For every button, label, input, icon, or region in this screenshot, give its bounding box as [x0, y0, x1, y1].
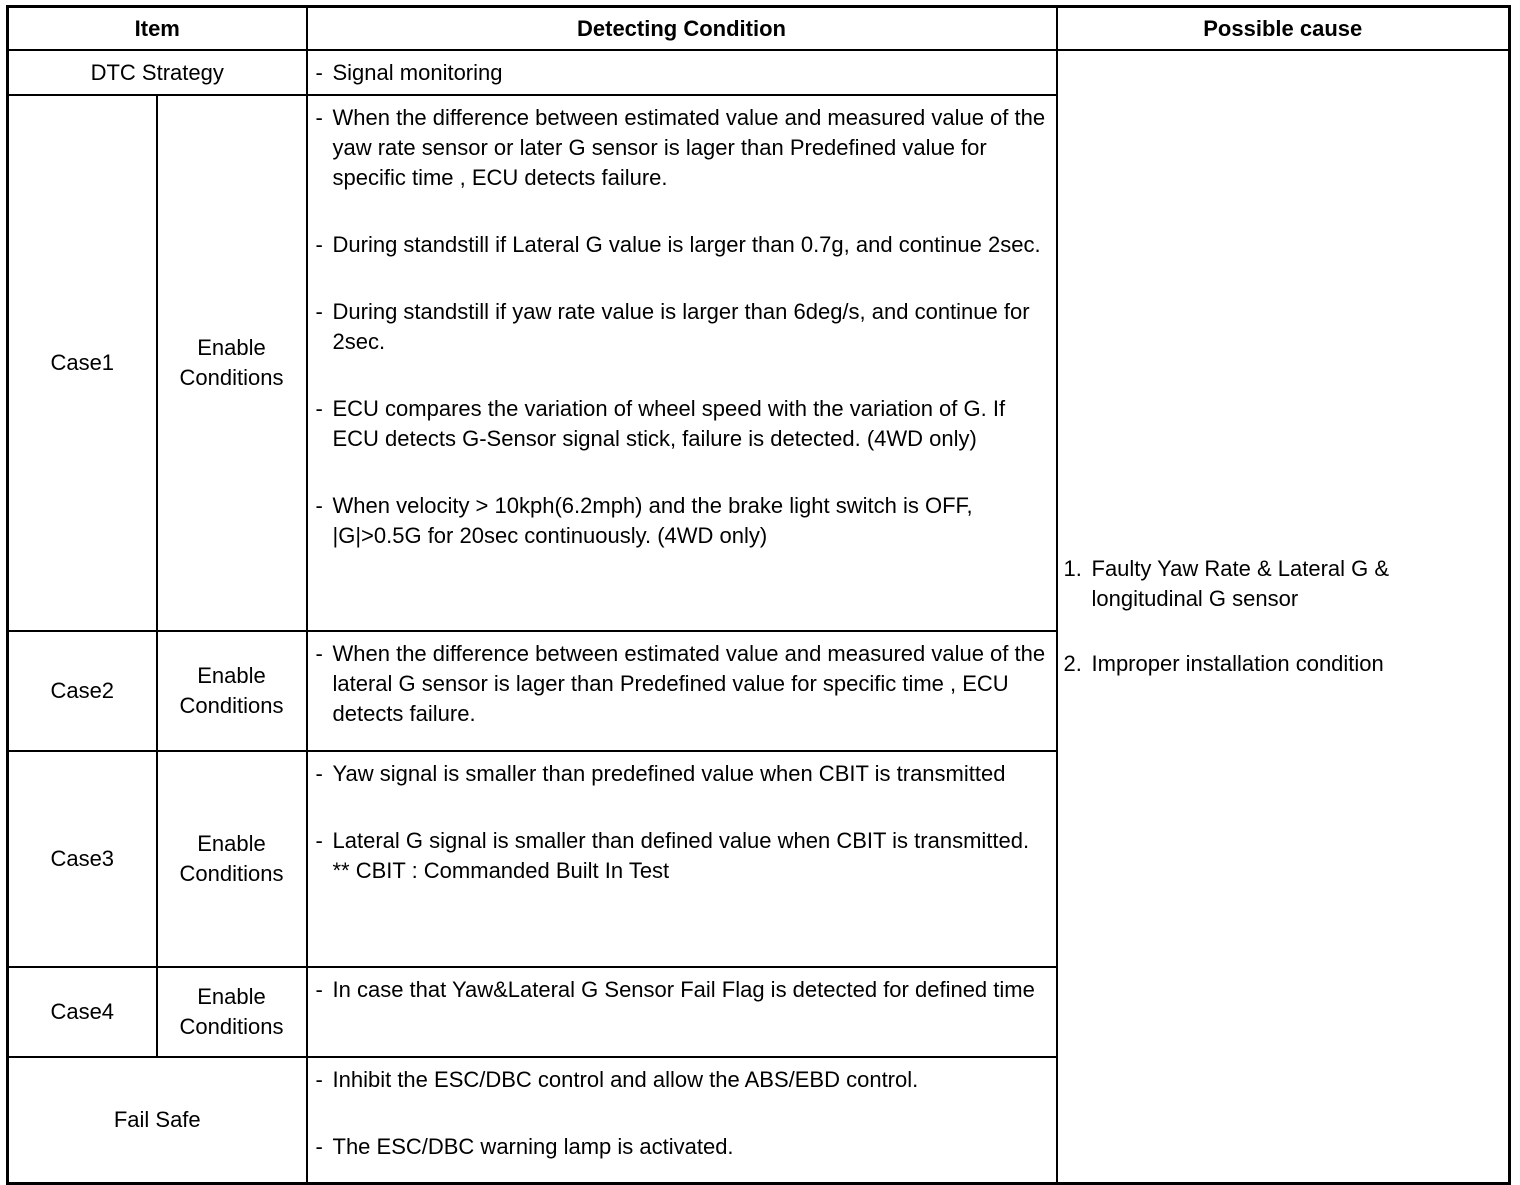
case1-enable-conditions [157, 95, 307, 631]
enable-label: Enable [197, 335, 266, 360]
dtc-strategy-row [8, 50, 1510, 95]
header-detecting-condition: Detecting Condition [307, 7, 1057, 51]
possible-cause-item [1064, 554, 1503, 614]
condition-item: - During standstill if Lateral G value is larger than 0.7g, and continue 2sec. [316, 230, 1048, 260]
fail-safe-item: - Inhibit the ESC/DBC control and allow the ABS/EBD control. [316, 1065, 1048, 1095]
header-possible-cause: Possible cause [1057, 7, 1510, 51]
condition-text: Lateral G signal is smaller than defined value when CBIT is transmitted. [332, 828, 1030, 853]
cbit-note: ** CBIT : Commanded Built In Test [332, 858, 670, 883]
case3-label: Case3 [8, 751, 157, 967]
condition-item: - During standstill if yaw rate value is larger than 6deg/s, and continue for 2sec. [316, 297, 1048, 357]
case2-condition-list [316, 639, 1048, 729]
case1-label: Case1 [8, 95, 157, 631]
condition-item: - When the difference between estimated value and measured value of the lateral G sensor is lager than Predefined value for specific time , ECU detects failure. [316, 639, 1048, 729]
fail-safe-list [316, 1065, 1048, 1162]
condition-item: - ECU compares the variation of wheel speed with the variation of G. If ECU detects G-Sensor signal stick, failure is detected. (4WD only) [316, 394, 1048, 454]
dtc-strategy-condition-cell [307, 50, 1057, 95]
case2-enable-conditions [157, 631, 307, 751]
conditions-label: Conditions [179, 861, 284, 886]
header-row [8, 7, 1510, 51]
case3-conditions-cell [307, 751, 1057, 967]
dtc-strategy-label: DTC Strategy [8, 50, 307, 95]
condition-item: - In case that Yaw&Lateral G Sensor Fail Flag is detected for defined time [316, 975, 1048, 1005]
case4-label: Case4 [8, 967, 157, 1057]
case4-condition-list [316, 975, 1048, 1005]
fail-safe-cell [307, 1057, 1057, 1184]
case1-conditions-cell [307, 95, 1057, 631]
condition-item [316, 826, 1048, 886]
case2-conditions-cell [307, 631, 1057, 751]
case3-enable-conditions [157, 751, 307, 967]
enable-label: Enable [197, 663, 266, 688]
case2-label: Case2 [8, 631, 157, 751]
case3-condition-list [316, 759, 1048, 886]
case4-enable-conditions [157, 967, 307, 1057]
condition-item: - When the difference between estimated value and measured value of the yaw rate sensor or later G sensor is lager than Predefined value for specific time , ECU detects failure. [316, 103, 1048, 193]
enable-label: Enable [197, 984, 266, 1009]
possible-cause-text: Improper installation condition [1091, 651, 1384, 676]
possible-cause-cell [1057, 50, 1510, 1184]
conditions-label: Conditions [179, 693, 284, 718]
possible-cause-text: Faulty Yaw Rate & Lateral G & longitudinal G sensor [1091, 556, 1390, 611]
dtc-strategy-condition: - Signal monitoring [316, 58, 1048, 88]
condition-item: - When velocity > 10kph(6.2mph) and the brake light switch is OFF, |G|>0.5G for 20sec continuously. (4WD only) [316, 491, 1048, 551]
dtc-table [6, 5, 1511, 1185]
possible-cause-item [1064, 649, 1503, 679]
header-item: Item [8, 7, 307, 51]
possible-cause-number: 2. [1063, 651, 1082, 676]
fail-safe-label: Fail Safe [8, 1057, 307, 1184]
fail-safe-item: - The ESC/DBC warning lamp is activated. [316, 1132, 1048, 1162]
condition-item: - Yaw signal is smaller than predefined value when CBIT is transmitted [316, 759, 1048, 789]
enable-label: Enable [197, 831, 266, 856]
conditions-label: Conditions [179, 1014, 284, 1039]
possible-cause-list [1064, 554, 1503, 679]
conditions-label: Conditions [179, 365, 284, 390]
case1-condition-list [316, 103, 1048, 551]
case4-conditions-cell [307, 967, 1057, 1057]
possible-cause-number: 1. [1063, 556, 1082, 581]
